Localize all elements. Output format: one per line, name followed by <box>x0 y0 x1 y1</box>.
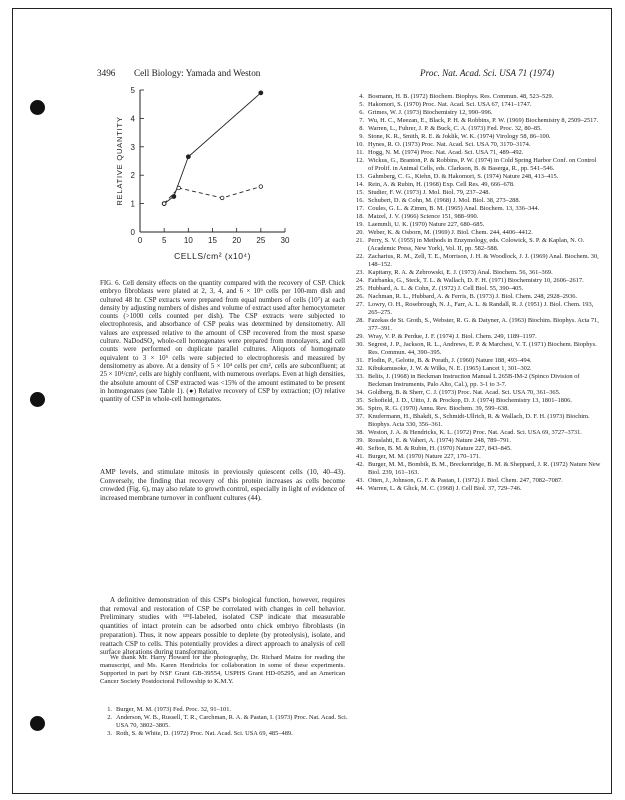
reference-text: Warren, L. & Glick, M. C. (1968) J. Cell Biol. 37, 729–746. <box>368 485 522 492</box>
reference-number: 1. <box>107 706 112 713</box>
reference-text: Wickus, G., Branton, P. & Robbins, P. W. (1974) in Cold Spring Harbor Conf. on Control of Prolif. in Animal Cells, eds. Clarkson, B. & Baserga, R., pp. 541–546. <box>368 157 597 172</box>
reference-item <box>100 730 350 738</box>
reference-text: Rein, A. & Rubin, H. (1968) Exp. Cell Res. 49, 666–678. <box>368 181 515 188</box>
figure-caption: FIG. 6. Cell density effects on the quantity compared with the recovery of CSP. Chick embryo fibroblasts were plated at 2, 3, 4, and 6 × 10⁶ cells per 100-mm dish and cultured 48 hr. CSP extracts were prepared from equal numbers of cells (10⁷) at each density by adjusting numbers of dishes and volume of extract used after hemocytometer counts (>1000 cells counted per dish). The CSP extracts were subjected to electrophoresis, and absorbance of CSP peaks was determined by densitometry. All values are expressed relative to the amount of CSP recovered from the most sparse culture. NaDodSO₄ whole-cell homogenates were prepared from monolayers, and cell counts were performed on duplicate parallel cultures. Aliquots of homogenate equivalent to 3 × 10⁵ cells were subjected to electrophoresis and measured by densitometry as above. At a density of 5 × 10⁴ cells per cm², cells are subconfluent; at 25 × 10⁴/cm², cells are highly confluent, with numerous overlaps. Even at high densities, the absolute amount of CSP extracted was <15% of the amount estimated to be present in homogenates (see Table 1). (●) Relative recovery of CSP by extraction; (O) relative quantity of CSP in whole-cell homogenates. <box>100 280 345 404</box>
reference-item <box>352 253 602 269</box>
x-tick-label: 0 <box>137 236 143 245</box>
reference-text: Hakomori, S. (1970) Proc. Nat. Acad. Sci. USA 67, 1741–1747. <box>368 101 532 108</box>
data-point-extraction <box>259 91 263 95</box>
data-point-homogenate <box>177 186 181 190</box>
reference-number: 23. <box>356 269 364 276</box>
body-paragraph-1: AMP levels, and stimulate mitosis in previously quiescent cells (10, 40–43). Conversely, the finding that recovery of this protein increases as cells become crowded (Fig. 6), may also relate to growth control, especially in light of evidence of increased membrane turnover in confluent cultures (44). <box>100 468 345 503</box>
reference-number: 35. <box>356 397 364 404</box>
reference-text: Burger, M. M., Bombik, B. M., Breckenridge, B. M. & Sheppard, J. R. (1972) Nature New Biol. 239, 161–163. <box>368 461 601 476</box>
reference-item <box>352 445 602 453</box>
reference-item <box>352 221 602 229</box>
reference-number: 6. <box>359 109 364 116</box>
body-paragraph-2: A definitive demonstration of this CSP's biological function, however, requires that removal and restoration of CSP be correlated with changes in cell behavior. Preliminary studies with ¹²⁵I-labeled, isolated CSP indicate that measurable quantities of intact protein can be adsorbed onto chick embryo fibroblasts (in preparation). Thus, it now appears possible to deplete (by proteolysis), isolate, and reattach CSP to cells. This potentially provides a direct approach to analysis of cell surface alterations during transformation. <box>100 596 345 657</box>
reference-text: Laemmli, U. K. (1970) Nature 227, 680–685. <box>368 221 485 228</box>
reference-text: Schubert, D. & Cohn, M. (1968) J. Mol. Biol. 38, 273–288. <box>368 197 521 204</box>
reference-text: Fairbanks, G., Steck, T. L. & Wallach, D. F. H. (1971) Biochemistry 10, 2606–2617. <box>368 277 584 284</box>
x-tick-label: 20 <box>232 236 242 245</box>
data-point-homogenate <box>259 185 263 189</box>
reference-number: 36. <box>356 405 364 412</box>
reference-item <box>352 93 602 101</box>
reference-text: Hynes, R. O. (1973) Proc. Nat. Acad. Sci. USA 70, 3170–3174. <box>368 141 531 148</box>
reference-item <box>352 229 602 237</box>
reference-item <box>352 149 602 157</box>
reference-text: Stone, K. R., Smith, R. E. & Joklik, W. K. (1974) Virology 58, 86–100. <box>368 133 551 140</box>
reference-item <box>352 317 602 333</box>
reference-text: Wray, V. P. & Perdue, J. F. (1974) J. Biol. Chem. 249, 1189–1197. <box>368 333 537 340</box>
reference-number: 43. <box>356 477 364 484</box>
reference-text: Studier, F. W. (1973) J. Mol. Biol. 79, 237–248. <box>368 189 491 196</box>
reference-text: Perry, S. V. (1955) in Methods in Enzymology, eds. Colowick, S. P. & Kaplan, N. O. (Academic Press, New York), Vol. II, pp. 582–588. <box>368 237 585 252</box>
reference-number: 39. <box>356 437 364 444</box>
x-tick-label: 15 <box>208 236 217 245</box>
reference-text: Hogg, N. M. (1974) Proc. Nat. Acad. Sci. USA 71, 489–492. <box>368 149 524 156</box>
reference-item <box>352 157 602 173</box>
reference-item <box>352 453 602 461</box>
reference-item <box>352 389 602 397</box>
binder-hole-top <box>30 100 45 115</box>
reference-number: 9. <box>359 133 364 140</box>
running-title: Cell Biology: Yamada and Weston <box>133 68 261 78</box>
binder-hole-bottom <box>30 716 45 731</box>
reference-number: 40. <box>356 445 364 452</box>
references-right <box>352 93 602 493</box>
reference-item <box>352 285 602 293</box>
reference-text: Segrest, J. P., Jackson, R. L., Andrews, E. P. & Marchesi, V. T. (1971) Biochem. Biophys. Res. Commun. 44, 390–395. <box>368 341 597 356</box>
y-axis-label: RELATIVE QUANTITY <box>115 116 124 206</box>
reference-text: Sefton, B. M. & Rubin, H. (1970) Nature 227, 843–845. <box>368 445 512 452</box>
reference-text: Roth, S. & White, D. (1972) Proc. Nat. Acad. Sci. USA 69, 485–489. <box>116 730 293 737</box>
reference-number: 4. <box>359 93 364 100</box>
y-tick-label: 1 <box>130 199 135 209</box>
y-tick-label: 2 <box>130 171 135 181</box>
reference-text: Fazekas de St. Groth, S., Webster, R. G. & Datyner, A. (1963) Biochim. Biophys. Acta 71, 377–391. <box>368 317 599 332</box>
reference-number: 8. <box>359 125 364 132</box>
reference-item <box>352 269 602 277</box>
reference-number: 25. <box>356 285 364 292</box>
reference-item <box>352 461 602 477</box>
reference-text: Bosmann, H. B. (1972) Biochem. Biophys. Res. Commun. 48, 523–529. <box>368 93 554 100</box>
reference-number: 11. <box>356 149 364 156</box>
y-tick-label: 4 <box>130 114 135 124</box>
page-number: 3496 <box>97 68 116 78</box>
reference-number: 3. <box>107 730 112 737</box>
reference-item <box>352 181 602 189</box>
reference-number: 26. <box>356 293 364 300</box>
reference-number: 16. <box>356 197 364 204</box>
reference-item <box>352 397 602 405</box>
reference-item <box>352 197 602 205</box>
reference-number: 18. <box>356 213 364 220</box>
reference-text: Spiro, R. G. (1970) Annu. Rev. Biochem. 39, 599–638. <box>368 405 509 412</box>
reference-item <box>352 125 602 133</box>
reference-text: Maizel, J. V. (1966) Science 151, 988–990. <box>368 213 479 220</box>
reference-number: 44. <box>356 485 364 492</box>
journal-citation: Proc. Nat. Acad. Sci. USA 71 (1974) <box>420 68 555 78</box>
reference-number: 12. <box>356 157 364 164</box>
data-point-homogenate <box>162 202 166 206</box>
reference-item <box>352 301 602 317</box>
reference-item <box>100 714 350 730</box>
reference-text: Wu, H. C., Meezan, E., Black, P. H. & Robbins, P. W. (1969) Biochemistry 8, 2509–2517. <box>368 117 599 124</box>
x-tick-label: 10 <box>183 236 193 245</box>
reference-number: 22. <box>356 253 364 260</box>
reference-item <box>352 117 602 125</box>
reference-text: Warren, L., Fuhrer, J. P. & Buck, C. A. (1973) Fed. Proc. 32, 80–85. <box>368 125 542 132</box>
reference-text: Knufermann, H., Bhakdi, S., Schmidt-Ullrich, R. & Wallach, D. F. H. (1973) Biochim. Biophys. Acta 330, 356–361. <box>368 413 590 428</box>
reference-item <box>352 133 602 141</box>
reference-number: 7. <box>359 117 364 124</box>
reference-number: 13. <box>356 173 364 180</box>
reference-number: 24. <box>356 277 364 284</box>
reference-number: 30. <box>356 341 364 348</box>
reference-number: 10. <box>356 141 364 148</box>
x-tick-label: 30 <box>280 236 290 245</box>
reference-item <box>352 237 602 253</box>
reference-text: Anderson, W. B., Russell, T. R., Carchman, R. A. & Pastan, I. (1973) Proc. Nat. Acad. Sci. USA 70, 3802–3805. <box>116 714 348 729</box>
reference-number: 14. <box>356 181 364 188</box>
reference-item <box>352 189 602 197</box>
reference-item <box>352 485 602 493</box>
reference-text: Hubbard, A. L. & Cohn, Z. (1972) J. Cell Biol. 55, 390–405. <box>368 285 524 292</box>
reference-number: 41. <box>356 453 364 460</box>
reference-item <box>352 173 602 181</box>
reference-item <box>352 293 602 301</box>
reference-item <box>352 437 602 445</box>
reference-item <box>352 141 602 149</box>
figure-6-chart <box>100 82 300 277</box>
references-left <box>100 706 350 738</box>
reference-number: 34. <box>356 389 364 396</box>
reference-number: 31. <box>356 357 364 364</box>
reference-item <box>352 357 602 365</box>
reference-number: 17. <box>356 205 364 212</box>
reference-item <box>352 205 602 213</box>
reference-text: Burger, M. M. (1973) Fed. Proc. 32, 91–101. <box>116 706 232 713</box>
reference-text: Flodin, P., Gelotte, B. & Porath, J. (1960) Nature 188, 493–494. <box>368 357 532 364</box>
reference-number: 42. <box>356 461 364 468</box>
y-tick-label: 0 <box>130 228 135 237</box>
reference-number: 2. <box>107 714 112 721</box>
reference-text: Weston, J. A. & Hendricks, K. L. (1972) Proc. Nat. Acad. Sci. USA 69, 3727–3731. <box>368 429 582 436</box>
reference-text: Burger, M. M. (1970) Nature 227, 170–171. <box>368 453 481 460</box>
reference-number: 28. <box>356 317 364 324</box>
reference-item <box>352 413 602 429</box>
reference-text: Rouslahti, E. & Vaheri, A. (1974) Nature 248, 789–791. <box>368 437 511 444</box>
data-point-extraction <box>186 155 190 159</box>
reference-item <box>100 706 350 714</box>
reference-item <box>352 365 602 373</box>
reference-text: Coules, G. L. & Zimm, B. M. (1965) Anal. Biochem. 13, 336–344. <box>368 205 540 212</box>
reference-text: Beliis, J. (1968) in Beckman Instruction Manual L 265B-IM-2 (Spinco Division of Beckman Instruments, Palo Alto, Cal.), pp. 3-1 to 3-7. <box>368 373 580 388</box>
reference-text: Otten, J., Johnson, G. F. & Pastan, I. (1972) J. Biol. Chem. 247, 7082–7087. <box>368 477 563 484</box>
reference-number: 15. <box>356 189 364 196</box>
data-point-extraction <box>172 195 176 199</box>
reference-number: 5. <box>359 101 364 108</box>
reference-number: 32. <box>356 365 364 372</box>
reference-item <box>352 405 602 413</box>
reference-text: Kapitany, R. A. & Zebrowski, E. J. (1973) Anal. Biochem. 56, 361–369. <box>368 269 553 276</box>
acknowledgments: We thank Mr. Harry Howard for the photography, Dr. Richard Mains for reading the manuscript, and Ms. Karen Hendricks for collaboration in some of these experiments. Supported in part by NSF Grant GB-39554, USPHS Grant HD-05295, and an American Cancer Society Postdoctoral Fellowship to K.M.Y. <box>100 654 345 685</box>
y-tick-label: 3 <box>130 142 135 152</box>
reference-item <box>352 373 602 389</box>
reference-text: Gahmberg, C. G., Kiehn, D. & Hakomori, S. (1974) Nature 248, 413–415. <box>368 173 559 180</box>
reference-number: 29. <box>356 333 364 340</box>
reference-item <box>352 333 602 341</box>
reference-number: 37. <box>356 413 364 420</box>
reference-number: 21. <box>356 237 364 244</box>
reference-item <box>352 277 602 285</box>
reference-text: Goldberg, B. & Sherr, C. J. (1973) Proc. Nat. Acad. Sci. USA 70, 361–365. <box>368 389 561 396</box>
reference-item <box>352 477 602 485</box>
reference-item <box>352 109 602 117</box>
x-tick-label: 5 <box>161 236 167 245</box>
running-head <box>97 68 260 78</box>
reference-text: Grimes, W. J. (1973) Biochemistry 12, 990–996. <box>368 109 493 116</box>
x-axis-label: CELLS/cm² (x10⁴) <box>174 251 251 261</box>
reference-text: Kibukamusoke, J. W. & Wilks, N. E. (1965) Lancet 1, 301–302. <box>368 365 532 372</box>
reference-text: Nachman, R. L., Hubbard, A. & Ferris, B. (1973) J. Biol. Chem. 248, 2928–2936. <box>368 293 578 300</box>
reference-item <box>352 101 602 109</box>
y-tick-label: 5 <box>130 86 135 95</box>
reference-item <box>352 429 602 437</box>
reference-item <box>352 213 602 221</box>
reference-text: Lowry, O. H., Rosebrough, N. J., Farr, A. L. & Randall, R. J. (1951) J. Biol. Chem. 193, 265–275. <box>368 301 594 316</box>
data-point-homogenate <box>220 196 224 200</box>
reference-number: 19. <box>356 221 364 228</box>
reference-text: Weber, K. & Osborn, M. (1969) J. Biol. Chem. 244, 4406–4412. <box>368 229 533 236</box>
reference-number: 38. <box>356 429 364 436</box>
reference-number: 20. <box>356 229 364 236</box>
reference-number: 33. <box>356 373 364 380</box>
reference-text: Schofield, J. D., Uitto, J. & Prockop, D. J. (1974) Biochemistry 13, 1801–1806. <box>368 397 572 404</box>
reference-item <box>352 341 602 357</box>
x-tick-label: 25 <box>256 236 266 245</box>
reference-text: Zacharius, R. M., Zell, T. E., Morrison, J. H. & Woodlock, J. J. (1969) Anal. Biochem. 30, 148–152. <box>368 253 599 268</box>
binder-hole-middle <box>30 392 45 407</box>
reference-number: 27. <box>356 301 364 308</box>
